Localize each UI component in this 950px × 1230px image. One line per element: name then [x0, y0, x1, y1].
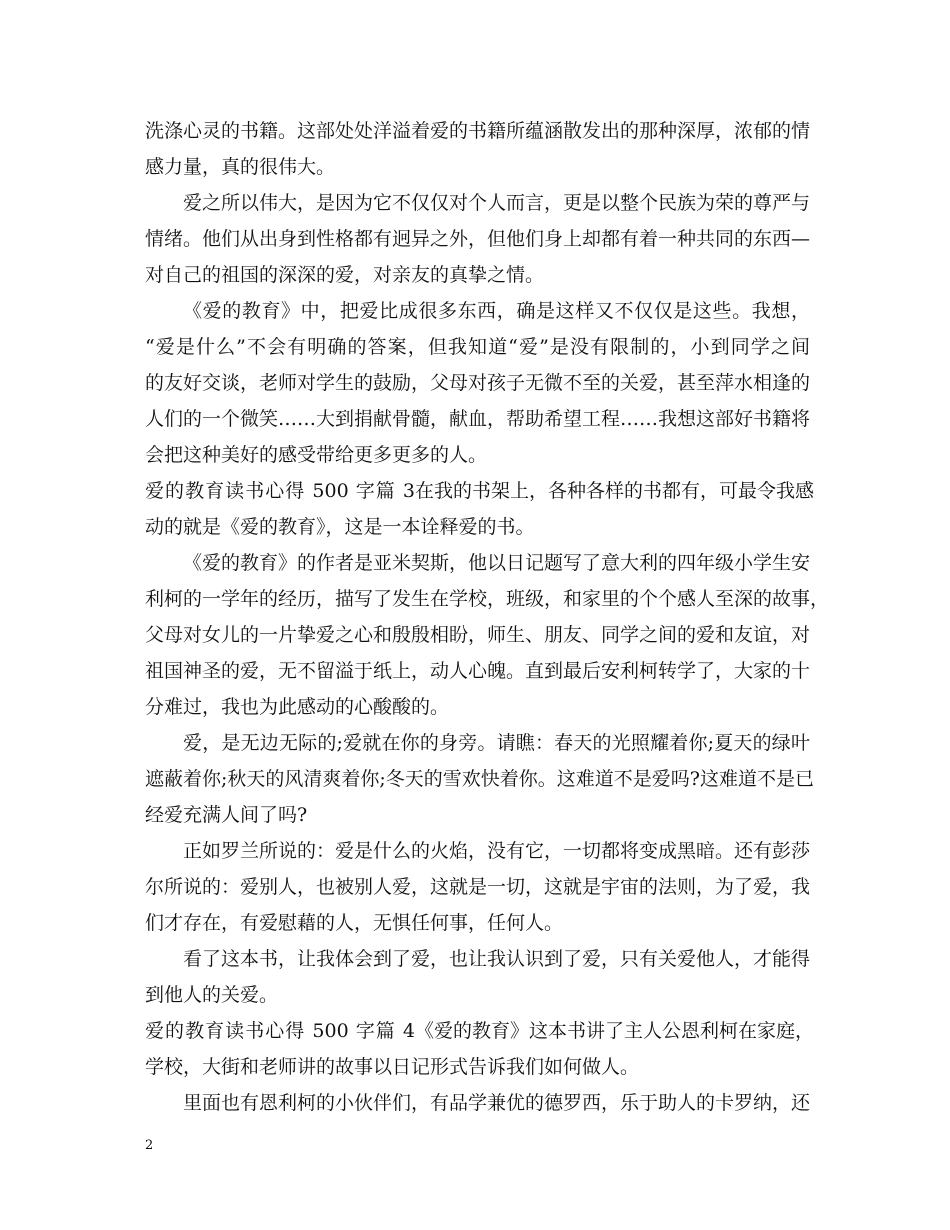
line-text: 看了这本书，让我体会到了爱，也让我认识到了爱，只有关爱他人，才能得: [183, 948, 811, 970]
line-text: 会把这种美好的感受带给更多更多的人。: [145, 444, 488, 466]
line-text: 分难过，我也为此感动的心酸酸的。: [145, 696, 450, 718]
line-text: 情绪。他们从出身到性格都有迥异之外，但他们身上却都有着一种共同的东西—: [145, 228, 811, 250]
text-line: [145, 941, 810, 977]
text-line: [145, 905, 810, 941]
text-line: [145, 149, 810, 185]
line-text: 父母对女儿的一片挚爱之心和殷殷相盼，师生、朋友、同学之间的爱和友谊，对: [145, 624, 811, 646]
line-text: 祖国神圣的爱，无不留溢于纸上，动人心魄。直到最后安利柯转学了，大家的十: [145, 660, 811, 682]
text-line: [145, 1013, 815, 1049]
text-line: [145, 617, 810, 653]
line-text: 《爱的教育》的作者是亚米契斯，他以日记题写了意大利的四年级小学生安: [183, 552, 811, 574]
page-number: 2: [145, 1138, 154, 1153]
text-line: [145, 545, 810, 581]
text-line: [145, 473, 815, 509]
text-line: [145, 293, 810, 329]
text-line: [145, 833, 810, 869]
line-text: 正如罗兰所说的：爱是什么的火焰，没有它，一切都将变成黑暗。还有彭莎: [183, 840, 811, 862]
line-text: 遮蔽着你;秋天的风清爽着你;冬天的雪欢快着你。这难道不是爱吗?这难道不是已: [145, 768, 814, 790]
line-text: 的友好交谈，老师对学生的鼓励，父母对孩子无微不至的关爱，甚至萍水相逢的: [145, 372, 811, 394]
line-text: 经爱充满人间了吗?: [145, 804, 308, 826]
text-line: [145, 1049, 810, 1085]
line-text: 里面也有恩利柯的小伙伴们，有品学兼优的德罗西，乐于助人的卡罗纳，还: [183, 1092, 811, 1114]
text-line: [145, 113, 810, 149]
text-line: [145, 401, 810, 437]
text-line: [145, 869, 810, 905]
text-line: [145, 653, 810, 689]
text-line: [145, 437, 810, 473]
line-text: “爱是什么”不会有明确的答案，但我知道“爱”是没有限制的，小到同学之间: [145, 336, 810, 358]
text-line: [145, 977, 810, 1013]
text-line: [145, 257, 810, 293]
text-line: [145, 725, 810, 761]
text-line: [145, 509, 810, 545]
line-text: 们才存在，有爱慰藉的人，无惧任何事，任何人。: [145, 912, 564, 934]
text-line: [145, 581, 830, 617]
line-text: 到他人的关爱。: [145, 984, 279, 1006]
text-line: [145, 185, 810, 221]
text-line: [145, 365, 810, 401]
line-text: 利柯的一学年的经历，描写了发生在学校，班级，和家里的个个感人至深的故事，: [145, 588, 830, 610]
line-text: 感力量，真的很伟大。: [145, 156, 336, 178]
line-text: 爱，是无边无际的;爱就在你的身旁。请瞧：春天的光照耀着你;夏天的绿叶: [183, 732, 810, 754]
section-heading: 爱的教育读书心得 500 字篇 3: [145, 480, 415, 502]
text-line: [145, 329, 810, 365]
text-line: [145, 221, 810, 257]
line-text: 对自己的祖国的深深的爱，对亲友的真挚之情。: [145, 264, 545, 286]
line-text: 动的就是《爱的教育》，这是一本诠释爱的书。: [145, 516, 535, 538]
line-text: 《爱的教育》中，把爱比成很多东西，确是这样又不仅仅是这些。我想，: [183, 300, 810, 322]
text-line: [145, 689, 810, 725]
text-line: [145, 761, 814, 797]
section-heading: 爱的教育读书心得 500 字篇 4: [145, 1020, 415, 1042]
line-text: 洗涤心灵的书籍。这部处处洋溢着爱的书籍所蕴涵散发出的那种深厚，浓郁的情: [145, 120, 811, 142]
line-text: 爱之所以伟大，是因为它不仅仅对个人而言，更是以整个民族为荣的尊严与: [183, 192, 811, 214]
text-line: [145, 797, 810, 833]
body-text: [145, 113, 830, 1121]
text-line: [145, 1085, 810, 1121]
line-text: 《爱的教育》这本书讲了主人公恩利柯在家庭，: [415, 1020, 815, 1042]
line-text: 在我的书架上，各种各样的书都有，可最令我感: [415, 480, 815, 502]
line-text: 人们的一个微笑……大到捐献骨髓，献血，帮助希望工程……我想这部好书籍将: [145, 408, 811, 430]
line-text: 学校，大街和老师讲的故事以日记形式告诉我们如何做人。: [145, 1056, 640, 1078]
line-text: 尔所说的：爱别人，也被别人爱，这就是一切，这就是宇宙的法则，为了爱，我: [145, 876, 811, 898]
